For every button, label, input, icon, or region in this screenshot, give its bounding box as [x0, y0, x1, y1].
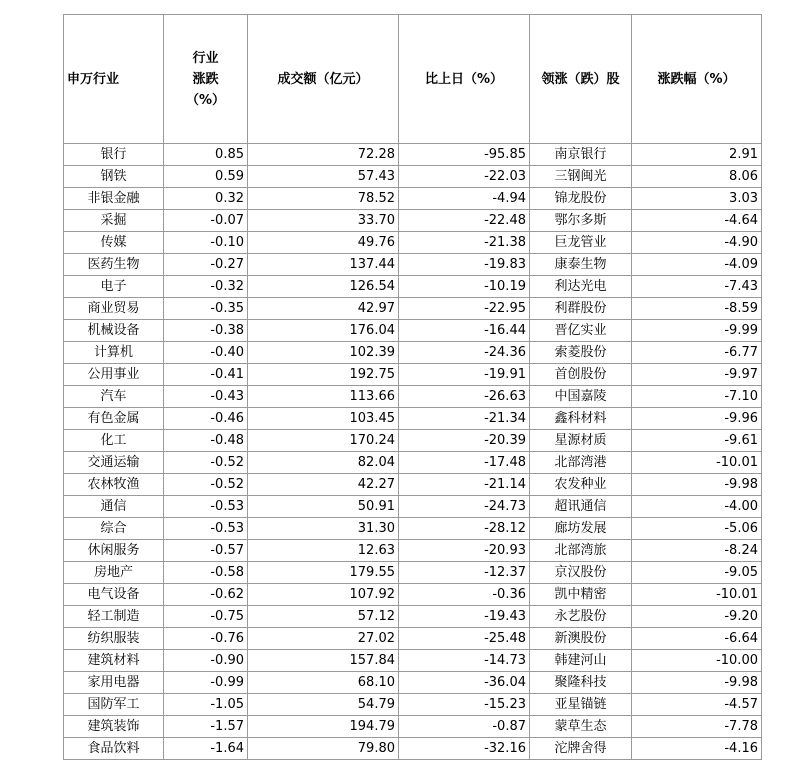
industry-cell: 家用电器: [64, 672, 164, 694]
leader-pct-cell: -9.99: [632, 320, 762, 342]
vs-prev-cell: -22.48: [399, 210, 530, 232]
table-row: [64, 738, 762, 760]
change-cell: -0.48: [164, 430, 248, 452]
leader-stock-cell: 聚隆科技: [530, 672, 632, 694]
table-row: [64, 518, 762, 540]
table-row: [64, 144, 762, 166]
vs-prev-cell: -24.73: [399, 496, 530, 518]
leader-stock-cell: 利达光电: [530, 276, 632, 298]
table-row: [64, 606, 762, 628]
header-industry: 申万行业: [64, 15, 164, 144]
table-row: [64, 430, 762, 452]
leader-stock-cell: 廊坊发展: [530, 518, 632, 540]
table-row: [64, 166, 762, 188]
leader-pct-cell: -6.64: [632, 628, 762, 650]
vs-prev-cell: -36.04: [399, 672, 530, 694]
industry-cell: 综合: [64, 518, 164, 540]
vs-prev-cell: -19.83: [399, 254, 530, 276]
change-cell: -1.05: [164, 694, 248, 716]
header-change-line: （%）: [185, 92, 226, 108]
volume-cell: 170.24: [248, 430, 399, 452]
change-cell: -0.76: [164, 628, 248, 650]
leader-stock-cell: 南京银行: [530, 144, 632, 166]
leader-stock-cell: 三钢闽光: [530, 166, 632, 188]
leader-stock-cell: 超讯通信: [530, 496, 632, 518]
table-row: [64, 298, 762, 320]
volume-cell: 157.84: [248, 650, 399, 672]
industry-cell: 通信: [64, 496, 164, 518]
leader-stock-cell: 北部湾港: [530, 452, 632, 474]
table-row: [64, 452, 762, 474]
leader-pct-cell: 3.03: [632, 188, 762, 210]
volume-cell: 192.75: [248, 364, 399, 386]
industry-cell: 建筑装饰: [64, 716, 164, 738]
leader-pct-cell: -10.00: [632, 650, 762, 672]
change-cell: -1.64: [164, 738, 248, 760]
leader-pct-cell: -4.16: [632, 738, 762, 760]
volume-cell: 78.52: [248, 188, 399, 210]
change-cell: -0.10: [164, 232, 248, 254]
leader-pct-cell: -9.98: [632, 672, 762, 694]
volume-cell: 49.76: [248, 232, 399, 254]
vs-prev-cell: -32.16: [399, 738, 530, 760]
leader-stock-cell: 巨龙管业: [530, 232, 632, 254]
leader-pct-cell: -10.01: [632, 452, 762, 474]
vs-prev-cell: -10.19: [399, 276, 530, 298]
table-row: [64, 474, 762, 496]
volume-cell: 102.39: [248, 342, 399, 364]
table-row: [64, 672, 762, 694]
industry-cell: 传媒: [64, 232, 164, 254]
volume-cell: 42.97: [248, 298, 399, 320]
change-cell: 0.32: [164, 188, 248, 210]
table-row: [64, 320, 762, 342]
table-row: [64, 254, 762, 276]
leader-pct-cell: -5.06: [632, 518, 762, 540]
volume-cell: 72.28: [248, 144, 399, 166]
industry-cell: 交通运输: [64, 452, 164, 474]
volume-cell: 82.04: [248, 452, 399, 474]
leader-stock-cell: 亚星锚链: [530, 694, 632, 716]
table-row: [64, 408, 762, 430]
volume-cell: 179.55: [248, 562, 399, 584]
leader-pct-cell: -4.00: [632, 496, 762, 518]
leader-pct-cell: -9.96: [632, 408, 762, 430]
vs-prev-cell: -26.63: [399, 386, 530, 408]
industry-cell: 非银金融: [64, 188, 164, 210]
change-cell: -0.53: [164, 518, 248, 540]
volume-cell: 79.80: [248, 738, 399, 760]
change-cell: -1.57: [164, 716, 248, 738]
vs-prev-cell: -19.43: [399, 606, 530, 628]
volume-cell: 103.45: [248, 408, 399, 430]
table-row: [64, 276, 762, 298]
change-cell: -0.90: [164, 650, 248, 672]
header-row: [64, 15, 762, 144]
industry-cell: 化工: [64, 430, 164, 452]
industry-cell: 房地产: [64, 562, 164, 584]
table-row: [64, 342, 762, 364]
leader-stock-cell: 农发种业: [530, 474, 632, 496]
leader-pct-cell: -4.90: [632, 232, 762, 254]
leader-pct-cell: -6.77: [632, 342, 762, 364]
vs-prev-cell: -24.36: [399, 342, 530, 364]
industry-cell: 汽车: [64, 386, 164, 408]
leader-pct-cell: 8.06: [632, 166, 762, 188]
change-cell: -0.52: [164, 452, 248, 474]
change-cell: -0.38: [164, 320, 248, 342]
volume-cell: 68.10: [248, 672, 399, 694]
header-leader-pct: 涨跌幅（%）: [632, 15, 762, 144]
volume-cell: 126.54: [248, 276, 399, 298]
table-row: [64, 562, 762, 584]
table-row: [64, 650, 762, 672]
change-cell: -0.62: [164, 584, 248, 606]
industry-cell: 建筑材料: [64, 650, 164, 672]
industry-cell: 采掘: [64, 210, 164, 232]
vs-prev-cell: -15.23: [399, 694, 530, 716]
leader-stock-cell: 星源材质: [530, 430, 632, 452]
header-change-line: 涨跌: [192, 71, 219, 87]
volume-cell: 176.04: [248, 320, 399, 342]
industry-cell: 休闲服务: [64, 540, 164, 562]
industry-cell: 医药生物: [64, 254, 164, 276]
header-change-line: 行业: [192, 50, 219, 66]
vs-prev-cell: -16.44: [399, 320, 530, 342]
industry-table: [63, 14, 762, 760]
leader-stock-cell: 首创股份: [530, 364, 632, 386]
volume-cell: 194.79: [248, 716, 399, 738]
change-cell: -0.46: [164, 408, 248, 430]
table-row: [64, 188, 762, 210]
table-row: [64, 716, 762, 738]
volume-cell: 57.43: [248, 166, 399, 188]
industry-cell: 电气设备: [64, 584, 164, 606]
leader-pct-cell: -9.61: [632, 430, 762, 452]
leader-stock-cell: 锦龙股份: [530, 188, 632, 210]
header-vs-prev: 比上日（%）: [399, 15, 530, 144]
leader-pct-cell: 2.91: [632, 144, 762, 166]
vs-prev-cell: -14.73: [399, 650, 530, 672]
change-cell: -0.99: [164, 672, 248, 694]
leader-stock-cell: 索菱股份: [530, 342, 632, 364]
table-row: [64, 386, 762, 408]
table-row: [64, 232, 762, 254]
change-cell: -0.40: [164, 342, 248, 364]
vs-prev-cell: -0.87: [399, 716, 530, 738]
leader-stock-cell: 康泰生物: [530, 254, 632, 276]
volume-cell: 50.91: [248, 496, 399, 518]
leader-stock-cell: 北部湾旅: [530, 540, 632, 562]
leader-pct-cell: -7.10: [632, 386, 762, 408]
header-leader: 领涨（跌）股: [530, 15, 632, 144]
change-cell: 0.85: [164, 144, 248, 166]
leader-stock-cell: 京汉股份: [530, 562, 632, 584]
change-cell: -0.41: [164, 364, 248, 386]
industry-cell: 公用事业: [64, 364, 164, 386]
table-row: [64, 584, 762, 606]
change-cell: -0.52: [164, 474, 248, 496]
table-row: [64, 496, 762, 518]
header-volume: 成交额（亿元）: [248, 15, 399, 144]
volume-cell: 54.79: [248, 694, 399, 716]
vs-prev-cell: -20.93: [399, 540, 530, 562]
leader-pct-cell: -4.09: [632, 254, 762, 276]
leader-stock-cell: 蒙草生态: [530, 716, 632, 738]
leader-stock-cell: 永艺股份: [530, 606, 632, 628]
change-cell: -0.75: [164, 606, 248, 628]
vs-prev-cell: -20.39: [399, 430, 530, 452]
table-row: [64, 210, 762, 232]
leader-pct-cell: -9.20: [632, 606, 762, 628]
industry-cell: 有色金属: [64, 408, 164, 430]
leader-stock-cell: 晋亿实业: [530, 320, 632, 342]
leader-pct-cell: -7.78: [632, 716, 762, 738]
change-cell: 0.59: [164, 166, 248, 188]
table-row: [64, 694, 762, 716]
volume-cell: 113.66: [248, 386, 399, 408]
vs-prev-cell: -0.36: [399, 584, 530, 606]
vs-prev-cell: -17.48: [399, 452, 530, 474]
industry-cell: 农林牧渔: [64, 474, 164, 496]
volume-cell: 42.27: [248, 474, 399, 496]
change-cell: -0.32: [164, 276, 248, 298]
volume-cell: 57.12: [248, 606, 399, 628]
vs-prev-cell: -28.12: [399, 518, 530, 540]
leader-stock-cell: 新澳股份: [530, 628, 632, 650]
leader-pct-cell: -8.24: [632, 540, 762, 562]
change-cell: -0.53: [164, 496, 248, 518]
change-cell: -0.27: [164, 254, 248, 276]
vs-prev-cell: -22.03: [399, 166, 530, 188]
vs-prev-cell: -21.34: [399, 408, 530, 430]
leader-pct-cell: -9.97: [632, 364, 762, 386]
industry-cell: 银行: [64, 144, 164, 166]
change-cell: -0.57: [164, 540, 248, 562]
industry-cell: 轻工制造: [64, 606, 164, 628]
leader-stock-cell: 鑫科材料: [530, 408, 632, 430]
vs-prev-cell: -12.37: [399, 562, 530, 584]
leader-pct-cell: -7.43: [632, 276, 762, 298]
leader-stock-cell: 中国嘉陵: [530, 386, 632, 408]
industry-cell: 机械设备: [64, 320, 164, 342]
volume-cell: 31.30: [248, 518, 399, 540]
vs-prev-cell: -19.91: [399, 364, 530, 386]
leader-pct-cell: -4.64: [632, 210, 762, 232]
leader-pct-cell: -10.01: [632, 584, 762, 606]
vs-prev-cell: -22.95: [399, 298, 530, 320]
table-row: [64, 540, 762, 562]
vs-prev-cell: -21.38: [399, 232, 530, 254]
volume-cell: 27.02: [248, 628, 399, 650]
volume-cell: 12.63: [248, 540, 399, 562]
leader-stock-cell: 凯中精密: [530, 584, 632, 606]
change-cell: -0.35: [164, 298, 248, 320]
leader-stock-cell: 鄂尔多斯: [530, 210, 632, 232]
leader-pct-cell: -9.05: [632, 562, 762, 584]
change-cell: -0.07: [164, 210, 248, 232]
change-cell: -0.43: [164, 386, 248, 408]
leader-pct-cell: -4.57: [632, 694, 762, 716]
leader-stock-cell: 韩建河山: [530, 650, 632, 672]
industry-cell: 商业贸易: [64, 298, 164, 320]
change-cell: -0.58: [164, 562, 248, 584]
table-row: [64, 628, 762, 650]
leader-pct-cell: -8.59: [632, 298, 762, 320]
vs-prev-cell: -21.14: [399, 474, 530, 496]
leader-stock-cell: 利群股份: [530, 298, 632, 320]
volume-cell: 107.92: [248, 584, 399, 606]
industry-cell: 电子: [64, 276, 164, 298]
industry-cell: 钢铁: [64, 166, 164, 188]
leader-stock-cell: 沱牌舍得: [530, 738, 632, 760]
vs-prev-cell: -4.94: [399, 188, 530, 210]
volume-cell: 33.70: [248, 210, 399, 232]
volume-cell: 137.44: [248, 254, 399, 276]
industry-cell: 纺织服装: [64, 628, 164, 650]
industry-cell: 食品饮料: [64, 738, 164, 760]
vs-prev-cell: -25.48: [399, 628, 530, 650]
table-row: [64, 364, 762, 386]
leader-pct-cell: -9.98: [632, 474, 762, 496]
vs-prev-cell: -95.85: [399, 144, 530, 166]
header-change: [164, 15, 248, 144]
industry-cell: 计算机: [64, 342, 164, 364]
industry-cell: 国防军工: [64, 694, 164, 716]
